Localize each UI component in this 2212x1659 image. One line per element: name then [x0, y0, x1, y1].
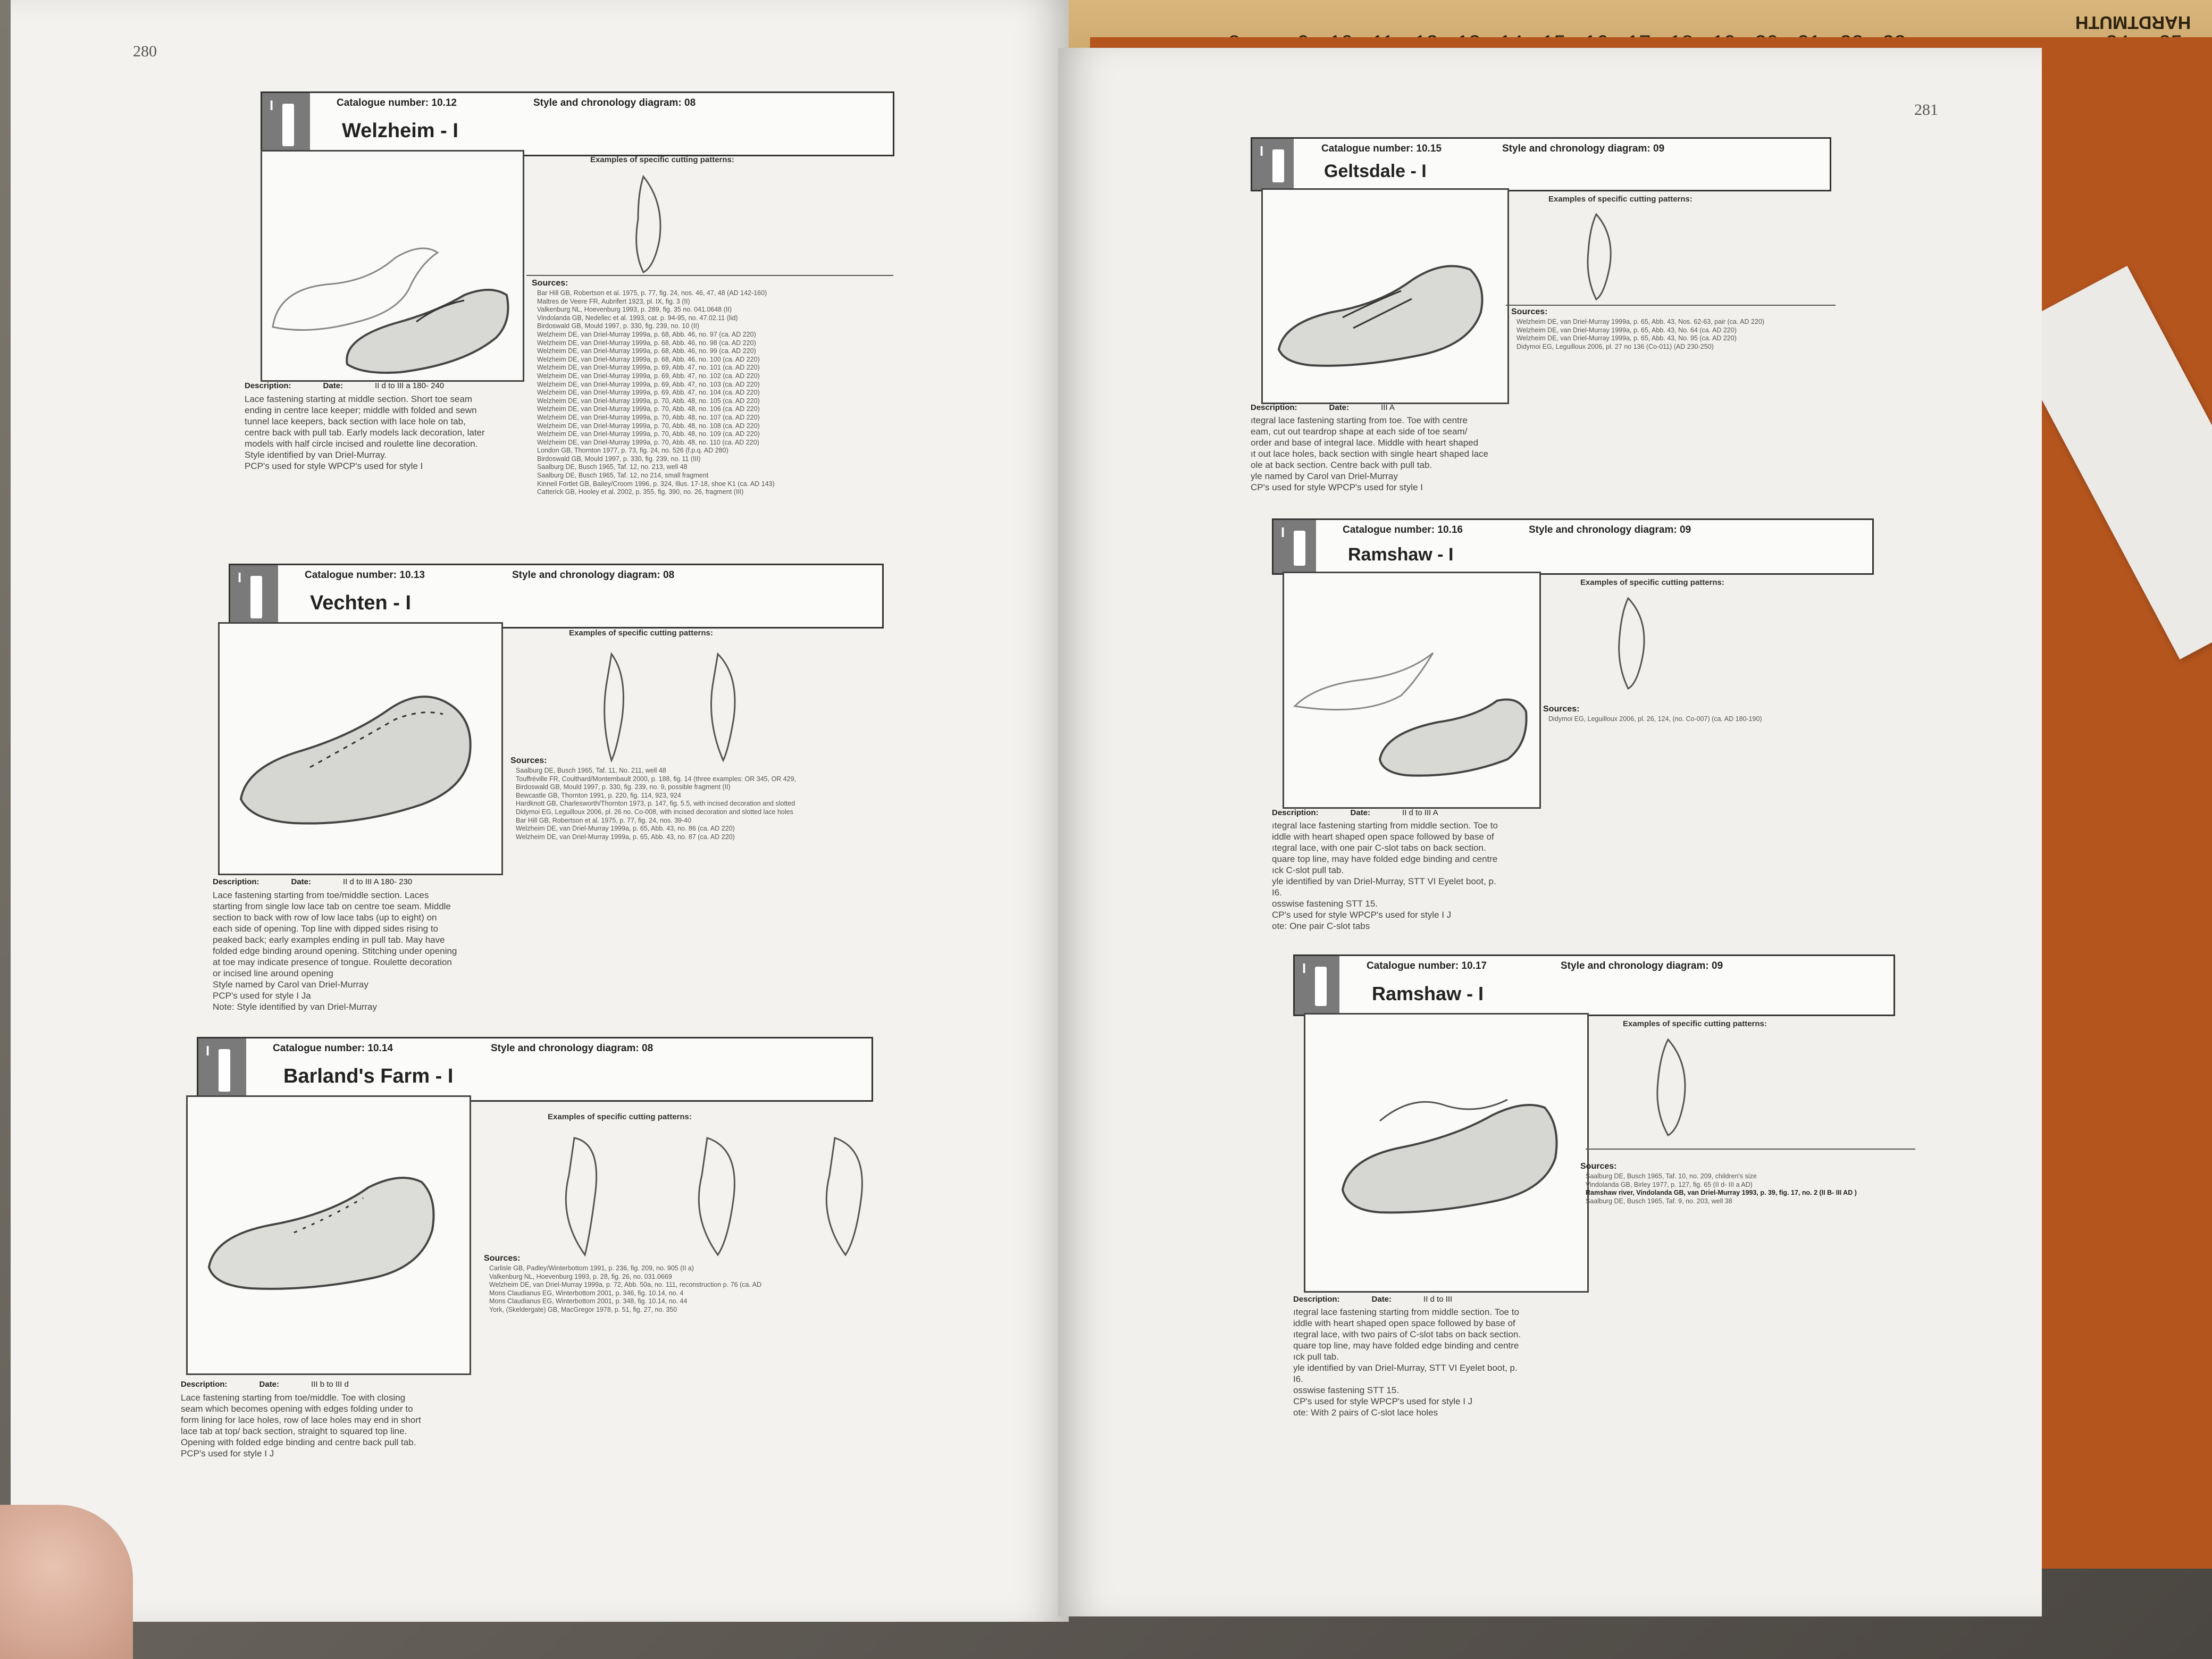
description-header: Description: Date: III b to III d [181, 1380, 349, 1389]
description-line: ote: One pair C-slot tabs [1272, 921, 1370, 931]
style-name: Geltsdale - I [1324, 161, 1427, 181]
description-line: yle identified by van Driel-Murray, STT VI Eyelet boot, p. [1293, 1363, 1518, 1373]
description-line: tunnel lace keepers, back section with lace hole on tab, [245, 416, 466, 426]
shoe-drawing [1284, 573, 1539, 807]
description-line: centre back with pull tab. Early models lack decoration, later [245, 428, 485, 438]
style-tag: I [1252, 139, 1294, 190]
description-line: CP's used for style WPCP's used for style I J [1293, 1396, 1473, 1406]
sources-list [537, 289, 899, 497]
source-item: London GB, Thornton 1977, p. 73, fig. 24, no. 526 (f.p.q. AD 280) [537, 447, 728, 455]
shoe-illustration-box [218, 622, 503, 875]
source-item: Mons Claudianus EG, Winterbottom 2001, p. 346, fig. 10.14, no. 4 [489, 1289, 684, 1297]
description-line: osswise fastening STT 15. [1272, 899, 1378, 909]
description-line: Style identified by van Driel-Murray. [245, 450, 387, 460]
source-item: Welzheim DE, van Driel-Murray 1999a, p. 70, Abb. 48, no. 105 (ca. AD 220) [537, 397, 760, 405]
style-diagram: Style and chronology diagram: 09 [1529, 524, 1691, 535]
style-name: Vechten - I [310, 592, 412, 614]
cutting-patterns-label: Examples of specific cutting patterns: [1548, 195, 1692, 204]
shoe-drawing [1305, 1015, 1587, 1291]
source-item: Welzheim DE, van Driel-Murray 1999a, p. 65, Abb. 43, no. 87 (ca. AD 220) [516, 833, 735, 841]
description-text [1272, 820, 1548, 932]
source-item: Welzheim DE, van Driel-Murray 1999a, p. 70, Abb. 48, no. 106 (ca. AD 220) [537, 405, 760, 413]
source-item: Welzheim DE, van Driel-Murray 1999a, p. 68, Abb. 46, no. 97 (ca. AD 220) [537, 330, 756, 338]
source-item: Welzheim DE, van Driel-Murray 1999a, p. 69, Abb. 47, no. 102 (ca. AD 220) [537, 372, 760, 380]
sources-list [1548, 715, 1878, 724]
shoe-illustration-box [1304, 1013, 1589, 1293]
description-header: Description: Date: II d to III a 180- 240 [245, 381, 445, 390]
left-page [11, 0, 1069, 1622]
description-line: I6. [1272, 887, 1282, 898]
cutting-patterns-label: Examples of specific cutting patterns: [569, 629, 713, 638]
description-line: peaked back; early examples ending in pull tab. May have [213, 935, 445, 945]
source-item: Bar Hill GB, Robertson et al. 1975, p. 77, fig. 24, nos. 46, 47, 48 (AD 142-160) [537, 289, 767, 297]
style-tag: I [230, 565, 278, 627]
catalogue-number: Catalogue number: 10.15 [1321, 143, 1442, 154]
description-line: Lace fastening starting from toe/middle section. Laces [213, 890, 429, 900]
sources-label: Sources: [1543, 705, 1580, 714]
shoe-drawing [220, 624, 501, 874]
style-name: Ramshaw - I [1348, 544, 1454, 565]
style-name: Welzheim - I [342, 120, 458, 142]
description-line: order and base of integral lace. Middle with heart shaped [1251, 438, 1479, 448]
description-text [213, 890, 510, 1012]
source-item: Welzheim DE, van Driel-Murray 1999a, p. 68, Abb. 46, no. 98 (ca. AD 220) [537, 339, 756, 347]
catalogue-entry [245, 91, 899, 559]
catalogue-number: Catalogue number: 10.17 [1367, 960, 1487, 971]
entry-header [1293, 954, 1895, 1016]
description-line: CP's used for style WPCP's used for style I J [1272, 910, 1452, 920]
source-item: Welzheim DE, van Driel-Murray 1999a, p. 72, Abb. 50a, no. 111, reconstruction p. 76 (ca. AD [489, 1281, 762, 1289]
description-line: ıck pull tab. [1293, 1352, 1339, 1362]
description-line: yle identified by van Driel-Murray, STT VI Eyelet boot, p. [1272, 876, 1496, 886]
source-item: Welzheim DE, van Driel-Murray 1999a, p. 65, Abb. 43, No. 95 (ca. AD 220) [1516, 334, 1737, 342]
style-diagram: Style and chronology diagram: 08 [533, 97, 696, 108]
catalogue-entry [1272, 518, 1878, 986]
description-line: Note: Style identified by van Driel-Murray [213, 1002, 377, 1012]
page-number-right: 281 [1914, 101, 1938, 119]
source-item: Touffréville FR, Coulthard/Montembault 2000, p. 188, fig. 14 (three examples: OR 345, OR 429, [516, 775, 797, 783]
cutting-pattern-drawing [622, 171, 686, 278]
sources-list [516, 767, 888, 841]
description-line: starting from single low lace tab on centre toe seam. Middle [213, 901, 451, 911]
source-item: Welzheim DE, van Driel-Murray 1999a, p. 69, Abb. 47, no. 103 (ca. AD 220) [537, 380, 760, 388]
source-item: Welzheim DE, van Driel-Murray 1999a, p. 65, Abb. 43, No. 64 (ca. AD 220) [1516, 326, 1737, 334]
description-line: lace tab at top/ back section, straight to squared top line. [181, 1426, 407, 1436]
catalogue-entry [181, 1037, 877, 1484]
shoe-illustration-box [1283, 572, 1541, 809]
style-diagram: Style and chronology diagram: 09 [1561, 960, 1723, 971]
cutting-pattern-drawing [558, 1127, 877, 1266]
source-item: Saalburg DE, Busch 1965, Taf. 12, no 214, small fragment [537, 472, 709, 480]
entry-header [197, 1037, 873, 1102]
source-item: York, (Skeldergate) GB, MacGregor 1978, p. 51, fig. 27, no. 350 [489, 1305, 677, 1313]
description-line: ıtegral lace, with two pairs of C-slot tabs on back section. [1293, 1329, 1521, 1339]
cutting-pattern-drawing [1607, 593, 1660, 694]
catalogue-entry [1251, 137, 1836, 552]
entry-header [1251, 137, 1831, 191]
description-line: or incised line around opening [213, 968, 333, 978]
description-line: Opening with folded edge binding and centre back pull tab. [181, 1437, 416, 1447]
source-item: Didymoi EG, Leguilloux 2006, pl. 26, 124, (no. Co-007) (ca. AD 180-190) [1548, 715, 1762, 723]
sources-label: Sources: [484, 1254, 521, 1263]
description-line: Lace fastening starting at middle section. Short toe seam [245, 394, 473, 404]
style-tag: I [1295, 956, 1339, 1015]
description-line: ıt out lace holes, back section with single heart shaped lace [1251, 449, 1488, 459]
catalogue-number: Catalogue number: 10.12 [337, 97, 457, 108]
description-line: ıtegral lace fastening starting from middle section. Toe to [1272, 820, 1498, 831]
entry-header [1272, 518, 1874, 575]
shoe-illustration-box [1261, 188, 1509, 404]
description-line: ending in centre lace keeper; middle with folded and sewn [245, 405, 477, 415]
description-line: iddle with heart shaped open space followed by base of [1293, 1318, 1515, 1328]
source-item: Valkenburg NL, Hoevenburg 1993, p. 289, fig. 35 no. 041.0648 (II) [537, 306, 732, 314]
source-item: Birdoswald GB, Mould 1997, p. 330, fig. 239, no. 10 (II) [537, 322, 700, 330]
right-page [1058, 48, 2042, 1616]
description-line: eam, cut out teardrop shape at each side of toe seam/ [1251, 426, 1468, 437]
shoe-illustration-box [261, 150, 524, 382]
description-line: section to back with row of low lace tabs (up to eight) on [213, 912, 437, 923]
description-line: iddle with heart shaped open space followed by base of [1272, 832, 1494, 842]
catalogue-entry [1293, 954, 1899, 1486]
description-line: Style named by Carol van Driel-Murray [213, 979, 368, 990]
sources-label: Sources: [510, 756, 547, 765]
description-header: Description: Date: II d to III [1293, 1295, 1453, 1304]
style-tag: I [1273, 520, 1316, 573]
sources-divider [526, 275, 893, 276]
entry-header [261, 91, 894, 156]
shoe-drawing [1263, 190, 1507, 403]
source-item: Welzheim DE, van Driel-Murray 1999a, p. 70, Abb. 48, no. 109 (ca. AD 220) [537, 430, 760, 438]
sources-label: Sources: [1580, 1162, 1617, 1171]
style-name: Barland's Farm - I [283, 1065, 454, 1087]
source-item: Vindolanda GB, Birley 1977, p. 127, fig. 65 (II d- III a AD) [1586, 1180, 1753, 1188]
style-tag: I [262, 93, 310, 155]
description-line: quare top line, may have folded edge binding and centre [1272, 854, 1498, 864]
sources-divider [1586, 1149, 1915, 1150]
catalogue-entry [213, 564, 888, 1032]
description-text [181, 1392, 479, 1459]
source-item: Ramshaw river, Vindolanda GB, van Driel-Murray 1993, p. 39, fig. 17, no. 2 (II B- III AD ) [1586, 1189, 1857, 1197]
source-item: Bar Hill GB, Robertson et al. 1975, p. 77, fig. 24, nos. 39-40 [516, 816, 692, 824]
source-item: Saalburg DE, Busch 1965, Taf. 11, No. 211, well 48 [516, 767, 666, 774]
sources-list [489, 1264, 872, 1314]
description-line: at toe may indicate presence of tongue. Roulette decoration [213, 957, 452, 967]
sources-list [1586, 1172, 1915, 1205]
cutting-pattern-drawing [596, 643, 766, 771]
description-text [245, 393, 521, 472]
source-item: Catterick GB, Hooley et al. 2002, p. 355, fig. 390, no. 26, fragment (III) [537, 488, 744, 496]
description-line: models with half circle incised and roulette line decoration. [245, 439, 478, 449]
source-item: Saalburg DE, Busch 1965, Taf. 10, no. 209, children's size [1586, 1172, 1757, 1180]
entry-header [229, 564, 884, 629]
description-text [1251, 415, 1516, 493]
style-diagram: Style and chronology diagram: 08 [512, 569, 675, 581]
source-item: Welzheim DE, van Driel-Murray 1999a, p. 70, Abb. 48, no. 107 (ca. AD 220) [537, 413, 760, 421]
sources-label: Sources: [532, 279, 568, 288]
description-line: folded edge binding around opening. Stitching under opening [213, 946, 457, 956]
description-line: CP's used for style WPCP's used for style I [1251, 482, 1423, 492]
style-tag: I [198, 1038, 246, 1100]
description-header: Description: Date: II d to III A 180- 230 [213, 877, 413, 886]
description-header: Description: Date: II d to III A [1272, 808, 1438, 817]
ruler-brand-label: HARDTMUTH [2075, 12, 2191, 32]
source-item: Didymoi EG, Leguilloux 2006, pl. 26 no. Co-008, with incised decoration and slotted lace holes [516, 808, 793, 816]
source-item: Vindolanda GB, Nedellec et al. 1993, cat. p. 94-95, no. 47.02.11 (lid) [537, 314, 738, 322]
style-diagram: Style and chronology diagram: 08 [491, 1043, 653, 1054]
source-item: Valkenburg NL, Hoevenburg 1993, p. 28, fig. 26, no. 031.0669 [489, 1272, 672, 1280]
source-item: Welzheim DE, van Driel-Murray 1999a, p. 68, Abb. 46, no. 99 (ca. AD 220) [537, 347, 756, 355]
description-line: ole at back section. Centre back with pull tab. [1251, 460, 1432, 470]
source-item: Birdoswald GB, Mould 1997, p. 330, fig. 239, no. 9, possible fragment (II) [516, 783, 731, 791]
description-line: ıtegral lace fastening starting from toe. Toe with centre [1251, 415, 1468, 425]
description-line: PCP's used for style I Ja [213, 991, 311, 1001]
description-line: ote: With 2 pairs of C-slot lace holes [1293, 1407, 1438, 1418]
cutting-patterns-label: Examples of specific cutting patterns: [1623, 1019, 1767, 1028]
source-item: Birdoswald GB, Mould 1997, p. 330, fig. 239, no. 11 (III) [537, 455, 701, 463]
shoe-drawing [188, 1097, 470, 1373]
style-diagram: Style and chronology diagram: 09 [1502, 143, 1665, 154]
sources-divider [1506, 305, 1836, 306]
source-item: Welzheim DE, van Driel-Murray 1999a, p. 69, Abb. 47, no. 104 (ca. AD 220) [537, 389, 760, 397]
shoe-illustration-box [186, 1095, 471, 1375]
description-line: form lining for lace holes, row of lace holes may end in short [181, 1415, 421, 1425]
sources-list [1516, 318, 1846, 351]
source-item: Bewcastle GB, Thornton 1991, p. 220, fig. 114, 923, 924 [516, 791, 681, 799]
description-line: ıck C-slot pull tab. [1272, 865, 1344, 875]
description-line: Lace fastening starting from toe/middle. Toe with closing [181, 1393, 406, 1403]
cutting-pattern-drawing [1644, 1034, 1703, 1141]
description-text [1293, 1306, 1570, 1418]
source-item: Carlisle GB, Padley/Winterbottom 1991, p. 236, fig. 209, no. 905 (II a) [489, 1264, 694, 1272]
description-header: Description: Date: III A [1251, 403, 1395, 412]
description-line: yle named by Carol van Driel-Murray [1251, 471, 1398, 481]
source-item: Welzheim DE, van Driel-Murray 1999a, p. 70, Abb. 48, no. 108 (ca. AD 220) [537, 422, 760, 430]
source-item: Saalburg DE, Busch 1965, Taf. 12, no. 213, well 48 [537, 463, 688, 471]
source-item: Welzheim DE, van Driel-Murray 1999a, p. 65, Abb. 43, no. 86 (ca. AD 220) [516, 825, 735, 833]
description-line: PCP's used for style WPCP's used for style I [245, 461, 423, 471]
sources-label: Sources: [1511, 307, 1548, 316]
source-item: Welzheim DE, van Driel-Murray 1999a, p. 70, Abb. 48, no. 110 (ca. AD 220) [537, 438, 759, 446]
source-item: Maltres de Veere FR, Aubrifert 1923, pl. IX, fig. 3 (II) [537, 297, 690, 305]
source-item: Hardknott GB, Charlesworth/Thornton 1973, p. 147, fig. 5.5, with incised decoration and slotted [516, 800, 795, 808]
catalogue-number: Catalogue number: 10.14 [273, 1043, 393, 1054]
source-item: Welzheim DE, van Driel-Murray 1999a, p. 68, Abb. 46, no. 100 (ca. AD 220) [537, 355, 760, 363]
cutting-patterns-label: Examples of specific cutting patterns: [1580, 578, 1724, 587]
catalogue-number: Catalogue number: 10.13 [305, 569, 425, 581]
source-item: Mons Claudianus EG, Winterbottom 2001, p. 348, fig. 10.14, no. 44 [489, 1297, 688, 1305]
description-line: seam which becomes opening with edges folding under to [181, 1404, 413, 1414]
description-line: each side of opening. Top line with dipped sides rising to [213, 924, 439, 934]
description-line: I6. [1293, 1374, 1303, 1384]
source-item: Didymoi EG, Leguilloux 2006, pl. 27 no 136 (Co-011) (AD 230-250) [1516, 342, 1714, 350]
description-line: PCP's used for style I J [181, 1448, 274, 1459]
description-line: quare top line, may have folded edge binding and centre [1293, 1340, 1519, 1351]
description-line: osswise fastening STT 15. [1293, 1385, 1400, 1395]
shoe-drawing [262, 152, 523, 380]
description-line: ıtegral lace, with one pair C-slot tabs on back section. [1272, 843, 1486, 853]
cutting-patterns-label: Examples of specific cutting patterns: [548, 1112, 692, 1121]
cutting-patterns-label: Examples of specific cutting patterns: [590, 155, 734, 164]
source-item: Saalburg DE, Busch 1965, Taf. 9, no. 203, well 38 [1586, 1197, 1732, 1205]
source-item: Kinneil Fortlet GB, Bailey/Croom 1996, p. 324, Illus. 17-18, shoe K1 (ca. AD 143) [537, 480, 775, 488]
description-line: ıtegral lace fastening starting from middle section. Toe to [1293, 1307, 1519, 1317]
catalogue-number: Catalogue number: 10.16 [1343, 524, 1463, 535]
source-item: Welzheim DE, van Driel-Murray 1999a, p. 69, Abb. 47, no. 101 (ca. AD 220) [537, 364, 760, 372]
page-number-left: 280 [133, 43, 157, 60]
cutting-pattern-drawing [1575, 209, 1628, 305]
source-item: Welzheim DE, van Driel-Murray 1999a, p. 65, Abb. 43, Nos. 62-63, pair (ca. AD 220) [1516, 318, 1764, 325]
style-name: Ramshaw - I [1372, 983, 1484, 1004]
